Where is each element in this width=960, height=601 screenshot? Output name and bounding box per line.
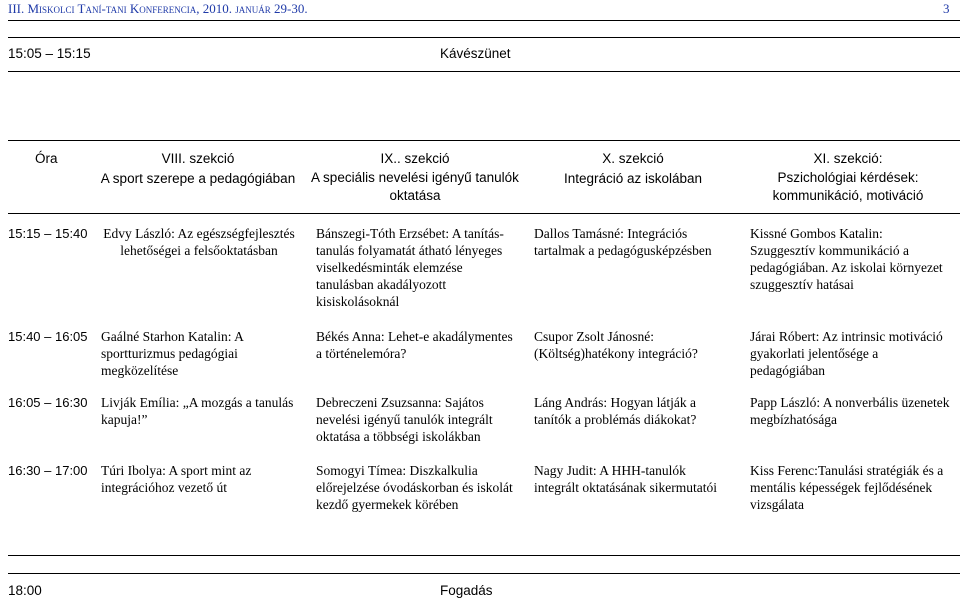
- talk-cell: Somogyi Tímea: Diszkalkulia előrejelzése óvodáskorban és iskolát kezdő gyermekek körében: [316, 463, 513, 512]
- reception-label: Fogadás: [440, 583, 493, 598]
- rule-header-bottom: [8, 213, 960, 214]
- session-topic: A speciális nevelési igényű tanulók oktatása: [311, 170, 519, 203]
- session-name: X. szekció: [602, 151, 664, 166]
- talk-cell: Kiss Ferenc:Tanulási stratégiák és a mentális képességek fejlődésének vizsgálata: [750, 463, 944, 512]
- talk-cell: Járai Róbert: Az intrinsic motiváció gyakorlati jelentősége a pedagógiában: [750, 329, 943, 378]
- header-part: aní-tani: [85, 1, 127, 16]
- talk-cell: Kissné Gombos Katalin: Szuggesztív kommunikáció a pedagógiában. Az iskolai környezet szuggesztív hatásai: [750, 226, 943, 292]
- session-name: XI. szekció:: [813, 151, 883, 166]
- rule-break-bottom: [8, 71, 960, 72]
- talk-cell: Papp László: A nonverbális üzenetek megbízhatósága: [750, 395, 950, 427]
- talk-cell: Edvy László: Az egészségfejlesztés lehetőségei a felsőoktatásban: [103, 226, 295, 258]
- talk-cell: Gaálné Starhon Katalin: A sportturizmus pedagógiai megközelítése: [101, 329, 244, 378]
- header-part: T: [74, 1, 86, 16]
- reception-time: 18:00: [8, 583, 42, 598]
- break-label: Kávészünet: [440, 46, 511, 61]
- session-10-header: [528, 149, 738, 189]
- talk-cell: Túri Ibolya: A sport mint az integrációhoz vezető út: [101, 463, 252, 495]
- header-part: iskolci: [39, 1, 75, 16]
- rule-table-bottom: [8, 555, 960, 556]
- header-part: , 2010.: [196, 1, 236, 16]
- talk-cell: Bánszegi-Tóth Erzsébet: A tanítás-tanulás folyamatát átható lényeges viselkedésminták elemzése tanulásban akadályozott kisiskolásoknál: [316, 226, 504, 309]
- header-part: 29-30.: [270, 1, 308, 16]
- session-topic: Pszichológiai kérdések: kommunikáció, motiváció: [772, 170, 924, 203]
- row-time: 15:15 – 15:40: [8, 226, 88, 241]
- header-part: onferencia: [139, 1, 197, 16]
- rule-break-top: [8, 37, 960, 38]
- row-time: 16:05 – 16:30: [8, 395, 88, 410]
- row-time: 16:30 – 17:00: [8, 463, 88, 478]
- rule-table-top: [8, 140, 960, 141]
- talk-cell: Csupor Zsolt Jánosné: (Költség)hatékony integráció?: [534, 329, 698, 361]
- talk-cell: Livják Emília: „A mozgás a tanulás kapuja!”: [101, 395, 294, 427]
- row-time: 15:40 – 16:05: [8, 329, 88, 344]
- talk-cell: Békés Anna: Lehet-e akadálymentes a történelemóra?: [316, 329, 513, 361]
- time-column-header: Óra: [35, 151, 58, 166]
- session-topic: A sport szerepe a pedagógiában: [100, 171, 296, 186]
- running-header: [8, 1, 308, 17]
- talk-cell: Debreczeni Zsuzsanna: Sajátos nevelési igényű tanulók integrált oktatása a többségi iskolákban: [316, 395, 493, 444]
- talk-cell: Dallos Tamásné: Integrációs tartalmak a pedagógusképzésben: [534, 226, 712, 258]
- talk-cell: Nagy Judit: A HHH-tanulók integrált oktatásának sikermutatói: [534, 463, 717, 495]
- session-name: IX.. szekció: [380, 151, 450, 166]
- rule-reception-top: [8, 573, 960, 574]
- session-11-header: [740, 149, 956, 205]
- session-8-header: [96, 149, 300, 189]
- header-part: január: [235, 1, 271, 16]
- rule-top: [8, 20, 960, 21]
- break-time: 15:05 – 15:15: [8, 46, 91, 61]
- page-number: 3: [943, 1, 950, 16]
- talk-cell: Láng András: Hogyan látják a tanítók a problémás diákokat?: [534, 395, 697, 427]
- session-name: VIII. szekció: [161, 151, 235, 166]
- session-9-header: [310, 149, 520, 205]
- header-part: K: [126, 1, 140, 16]
- session-topic: Integráció az iskolában: [563, 171, 703, 186]
- header-part: III. M: [8, 1, 40, 16]
